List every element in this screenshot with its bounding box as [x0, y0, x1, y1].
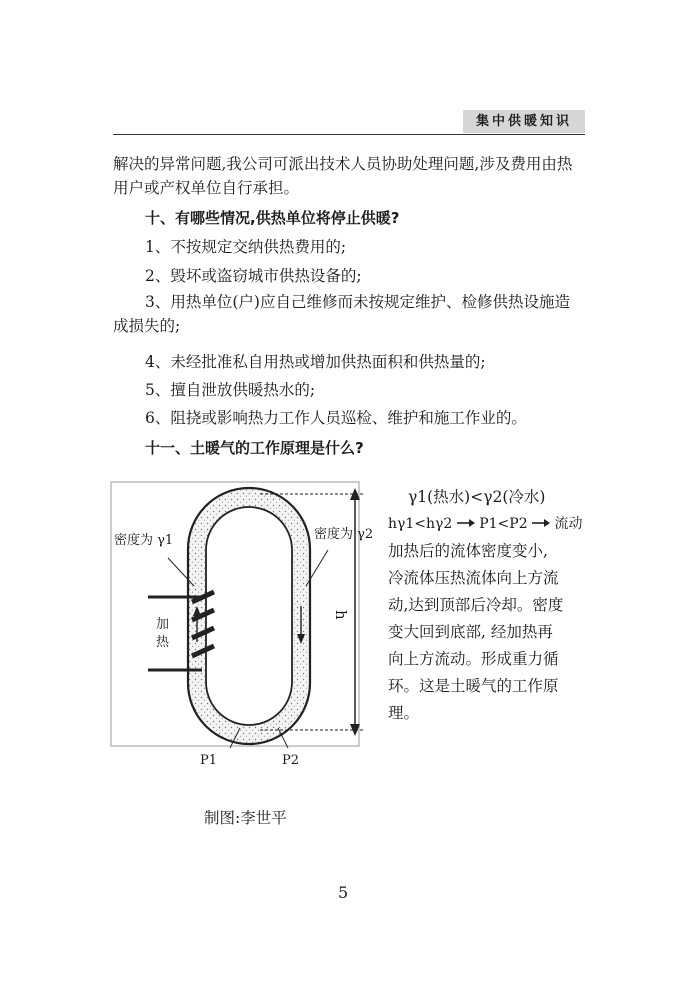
explanation-line-7: 向上方流动。形成重力循: [388, 650, 559, 668]
section10-item-6: 6、阻挠或影响热力工作人员巡检、维护和施工作业的。: [145, 409, 527, 427]
p1-label: P1: [200, 753, 218, 768]
section10-item-4: 4、未经批准私自用热或增加供热面积和供热量的;: [145, 353, 486, 371]
explanation-line-5: 动,达到顶部后冷却。密度: [388, 596, 564, 614]
heat-label-2: 热: [156, 635, 170, 650]
page-number: 5: [338, 883, 349, 902]
height-label: h: [332, 610, 350, 620]
gravity-circulation-diagram: [110, 480, 390, 780]
section11-heading: 十一、土暖气的工作原理是什么?: [145, 439, 364, 457]
explanation-line-3: 加热后的流体密度变小,: [388, 542, 548, 560]
explanation-line-4: 冷流体压热流体向上方流: [388, 569, 559, 587]
explanation-line-2c: 流动: [554, 516, 583, 532]
density1-label: 密度为 γ1: [114, 533, 174, 548]
section-title-tag: 集中供暖知识: [463, 110, 585, 133]
explanation-line-2b: P1<P2: [479, 516, 528, 532]
section10-item-3: 3、用热单位(户)应自己维修而未按规定维护、检修供热设施造成损失的;: [113, 293, 570, 335]
explanation-text: [388, 484, 588, 727]
explanation-line-2a: hγ1<hγ2: [388, 516, 453, 532]
header-rule: [113, 134, 585, 135]
section10-heading: 十、有哪些情况,供热单位将停止供暖?: [145, 209, 400, 227]
explanation-line-9: 理。: [388, 704, 420, 722]
explanation-line-2: [388, 511, 588, 538]
density2-label: 密度为 γ2: [314, 527, 374, 542]
heat-label-1: 加: [156, 617, 170, 632]
p2-label: P2: [282, 753, 300, 768]
right-arrow-icon: [457, 518, 475, 528]
explanation-line-1: γ1(热水)<γ2(冷水): [408, 488, 546, 506]
section10-item-1: 1、不按规定交纳供热费用的;: [145, 238, 347, 256]
intro-paragraph: 解决的异常问题,我公司可派出技术人员协助处理问题,涉及费用由热用户或产权单位自行承担。: [113, 155, 573, 197]
pipe-inner: [206, 507, 292, 725]
right-arrow-icon: [532, 518, 550, 528]
explanation-line-6: 变大回到底部, 经加热再: [388, 623, 553, 641]
figure-caption: 制图:李世平: [204, 809, 287, 827]
explanation-line-8: 环。这是土暖气的工作原: [388, 677, 559, 695]
section10-item-5: 5、擅自泄放供暖热水的;: [145, 381, 316, 399]
section10-item-2: 2、毁坏或盗窃城市供热设备的;: [145, 267, 362, 285]
